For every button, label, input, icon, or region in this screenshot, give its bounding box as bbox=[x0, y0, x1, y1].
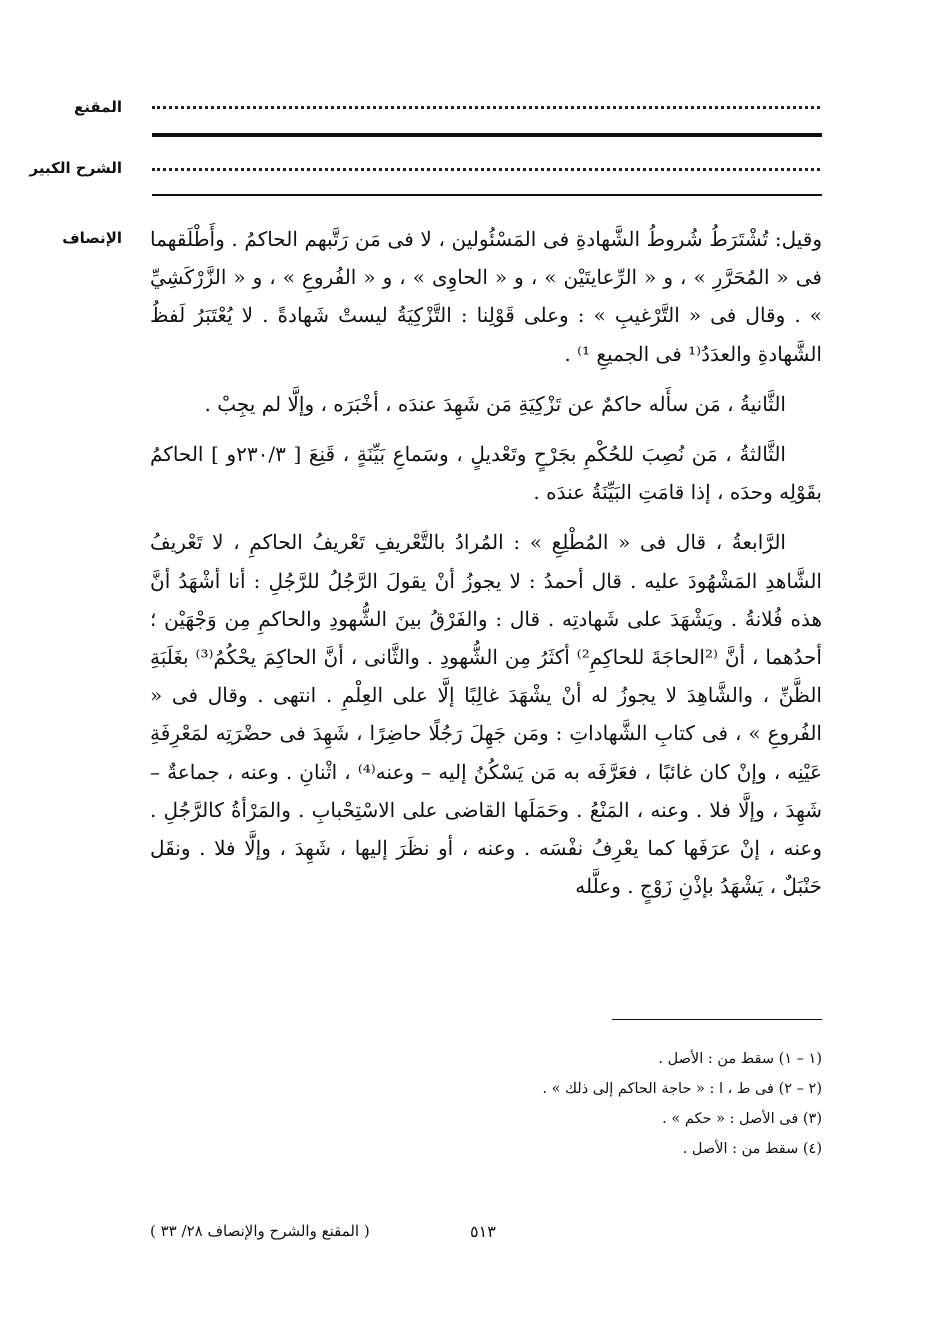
body-paragraph: الثَّانيةُ ، مَن سأَله حاكمٌ عن تَزْكِيَةِ مَن شَهِدَ عندَه ، أخْبَرَه ، وإلَّا لم يجِبْ . bbox=[204, 391, 786, 416]
body-paragraph: وقيل: تُشْتَرَطُ شُروطُ الشَّهادةِ فى المَسْئُولين ، لا فى مَن رَتَّبهم الحاكمُ . وأَطْلَقهما فى « المُحَرَّرِ » ، و « الرِّعايتَيْن » ، و « الحاوِى » ، و « الفُروعِ » ، و « الزَّرْكَشِيِّ » . وقال فى « التَّرْغيبِ » : وعلى قَوْلِنا : التَّزْكِيَةُ ليستْ شَهادةً . لا يُعْتَبَرُ لَفظُ الشَّهادةِ والعدَدُ⁽¹ فى الجميعِ ¹⁾ . bbox=[150, 227, 822, 366]
body-paragraph: الرَّابعةُ ، قال فى « المُطْلِعِ » : المُرادُ بالتَّعْريفِ تَعْريفُ الحاكمِ ، لا تَعْريفُ الشَّاهدِ المَشْهُودَ عليه . قال أحمدُ : لا يجوزُ أنْ يقولَ الرَّجُلُ للرَّجُلِ : أنا أشْهَدُ أنَّ هذه فُلانةُ . ويَشْهَدَ على شَهادتِه . قال : والفَرْقُ بينَ الشُّهودِ والحاكمِ مِن وَجْهَيْن ؛ أحدُهما ، أنَّ ⁽²الحاجَةَ للحاكِمِ²⁾ أكثَرُ مِن الشُّهودِ . والثَّانى ، أنَّ الحاكِمَ يحْكُمُ⁽³⁾ بغَلَبَةِ الظَّنِّ ، والشَّاهِدَ لا يجوزُ له أنْ يشْهَدَ غالِبًا إلَّا على العِلْمِ . انتهى . وقال فى « الفُروعِ » ، فى كتابِ الشَّهاداتِ : ومَن جَهِلَ رَجُلًا حاضِرًا ، شَهِدَ فى حضْرَتِه لمَعْرِفَةِ عَيْنِه ، وإنْ كان غائبًا ، فعَرَّفَه به مَن يَسْكُنُ إليه – وعنه⁽⁴⁾ ، اثْنانِ . وعنه ، جماعةٌ – شَهِدَ ، وإلَّا فلا . وعنه ، المَنْعُ . وحَمَلَها القاضى على الاسْتِحْبابِ . والمَرْأةُ كالرَّجُلِ . وعنه ، إنْ عرَفَها كما يعْرِفُ نفْسَه . وعنه ، أو نظَرَ إليها ، شَهِدَ ، وإلَّا فلا . ونقَل حَنْبَلٌ ، يَشْهَدُ بإذْنِ زَوْجٍ . وعلَّله bbox=[150, 530, 822, 899]
footnote-item: (٣) فى الأصل : « حكم » . bbox=[662, 1111, 822, 1127]
footnotes bbox=[420, 1044, 822, 1164]
body-paragraph: الثَّالثةُ ، مَن نُصِبَ للحُكْمِ بجَرْحٍ وتَعْديلٍ ، وسَماعِ بَيِّنَةٍ ، قَنِعَ [ ٢٣٠/٣و ] الحاكمُ بقَوْلِه وحدَه ، إذا قامَتِ البَيِّنَةُ عندَه . bbox=[150, 442, 822, 505]
section-divider-thin bbox=[152, 194, 822, 196]
page-number: ٥١٣ bbox=[470, 1222, 496, 1241]
footnote-separator bbox=[612, 1019, 822, 1020]
muqni-section-label: المقنع bbox=[74, 98, 122, 116]
insaf-body-text bbox=[150, 220, 822, 905]
running-title: ( المقنع والشرح والإنصاف ٢٨/ ٣٣ ) bbox=[150, 1222, 370, 1240]
footnote-item: (٢ – ٢) فى ط ، ا : « حاجة الحاكم إلى ذلك » . bbox=[542, 1081, 822, 1097]
sharh-dotted-leader bbox=[152, 168, 820, 171]
insaf-section-label: الإنصاف bbox=[62, 229, 122, 247]
footnote-item: (١ – ١) سقط من : الأصل . bbox=[658, 1051, 822, 1067]
sharh-section-label: الشرح الكبير bbox=[29, 159, 122, 177]
muqni-dotted-leader bbox=[152, 106, 820, 109]
section-divider-thick bbox=[152, 133, 822, 137]
footnote-item: (٤) سقط من : الأصل . bbox=[682, 1141, 822, 1157]
